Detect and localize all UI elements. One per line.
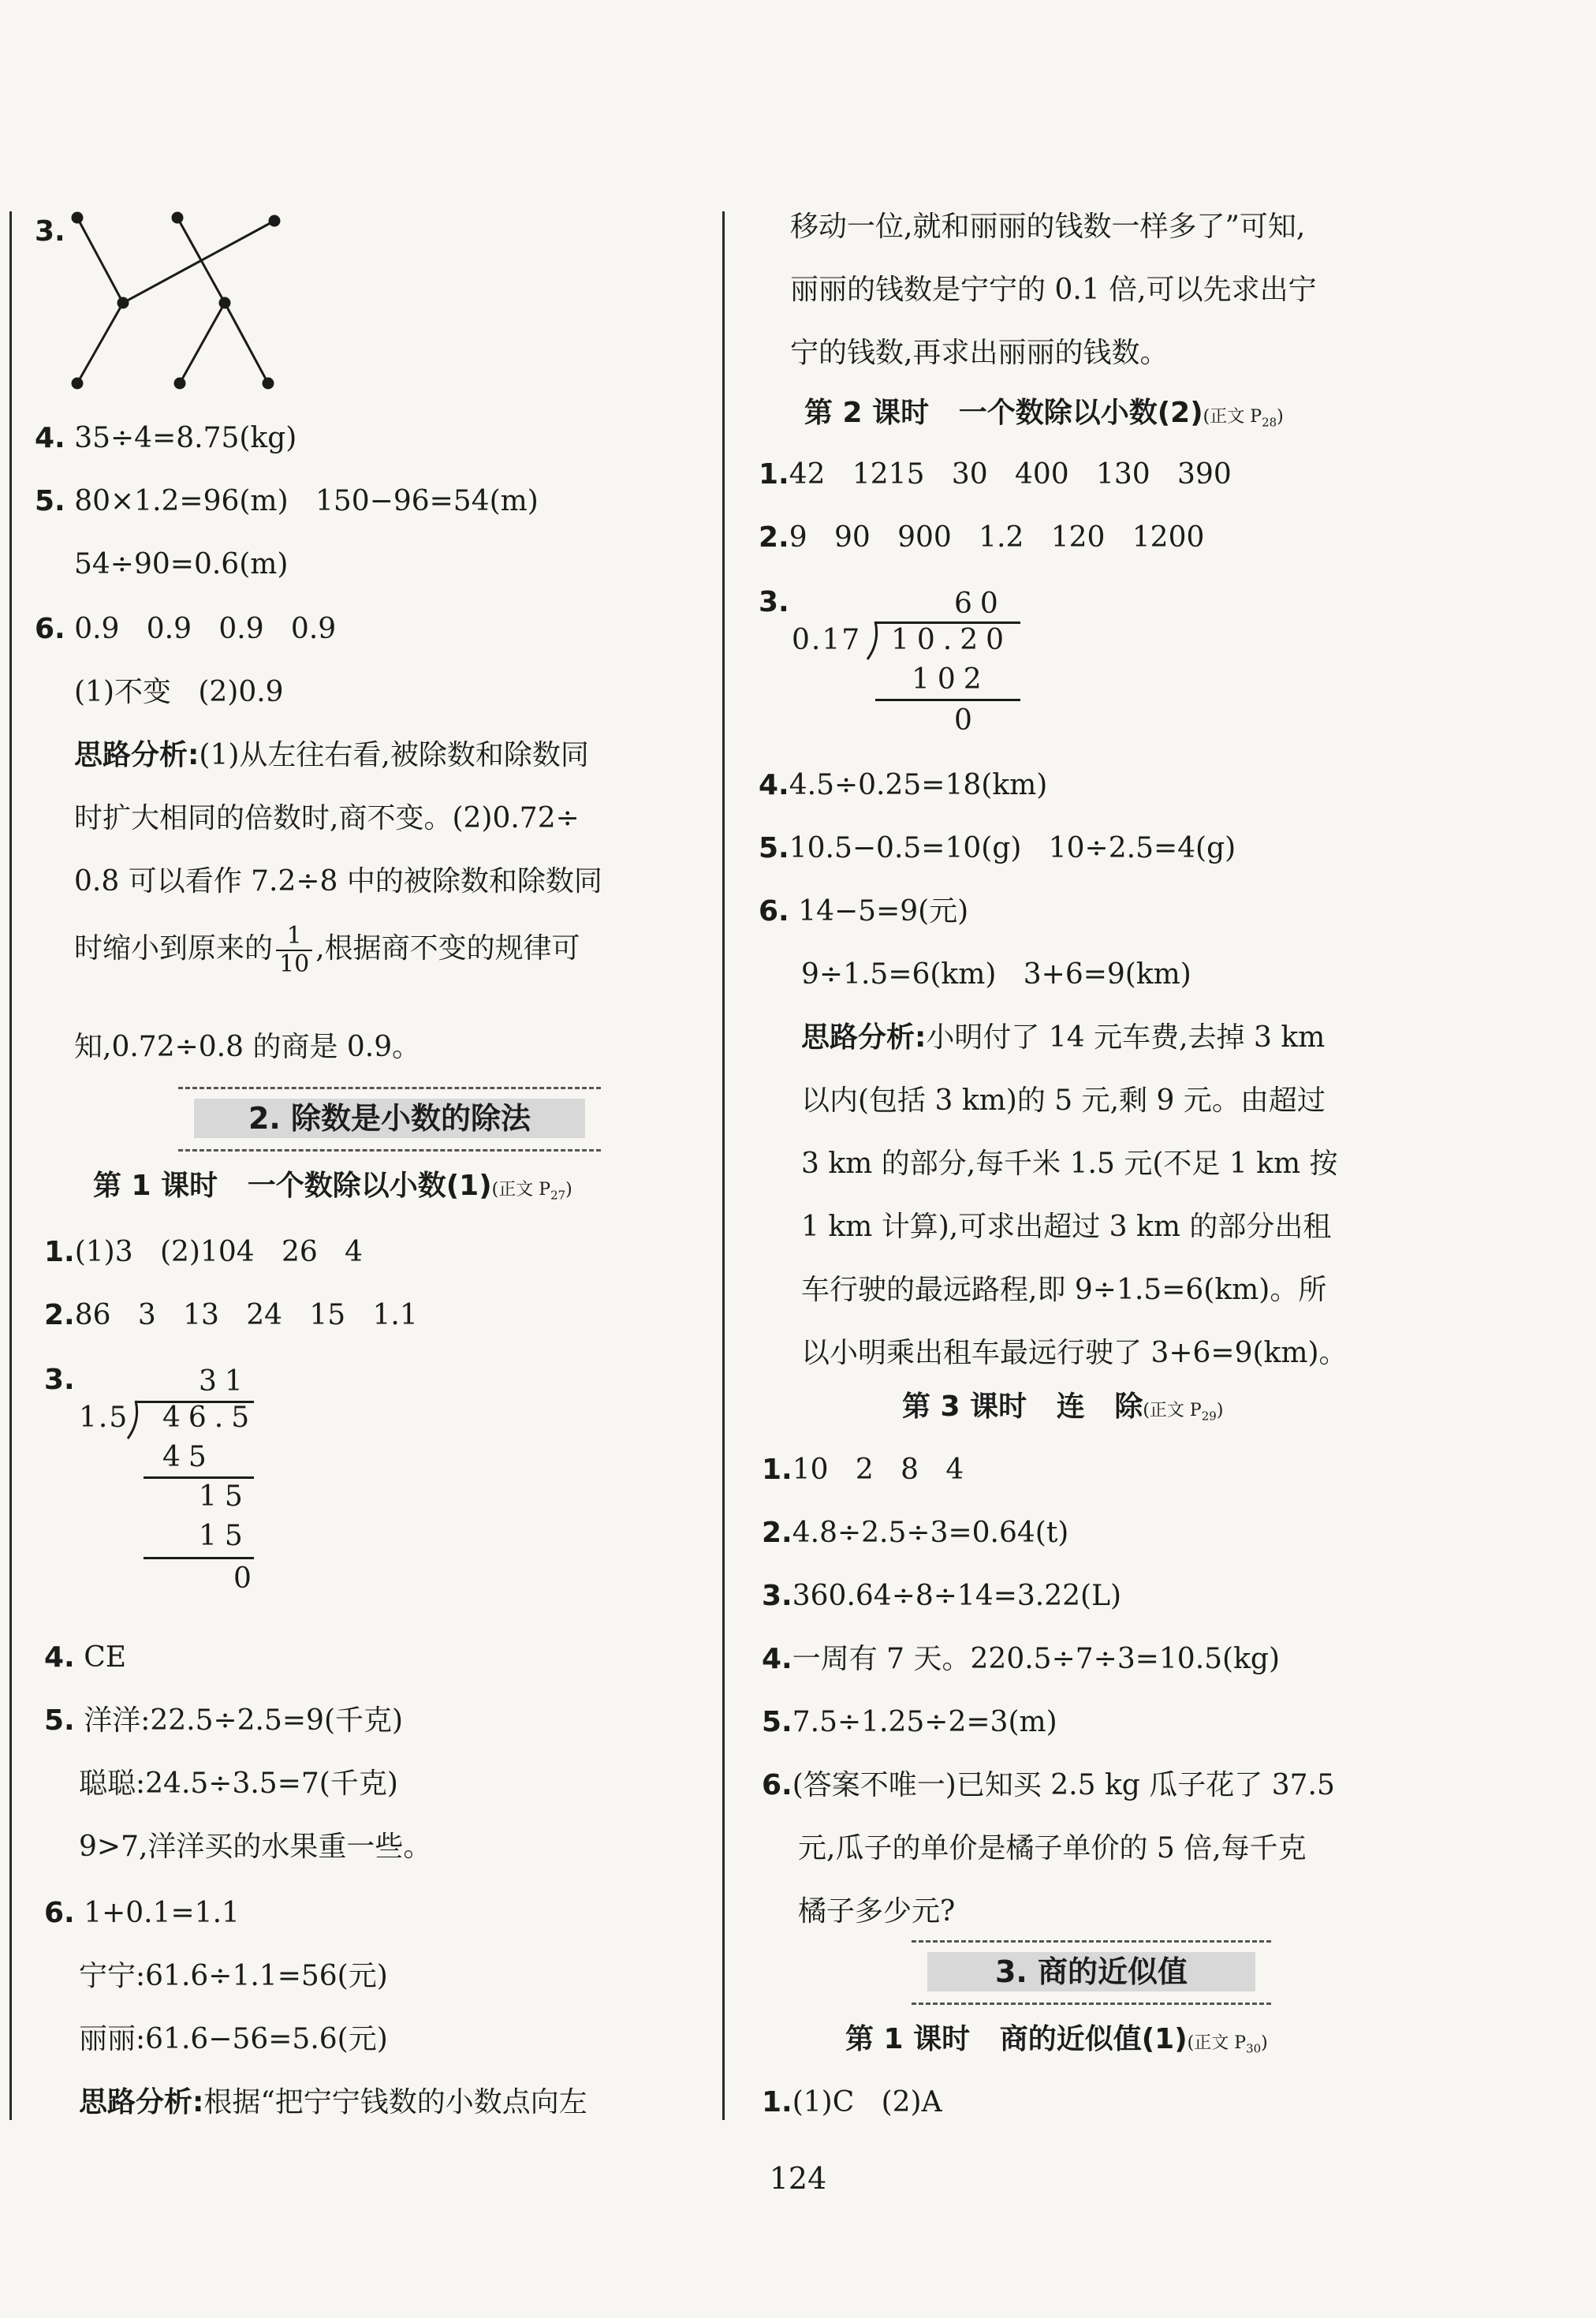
l1-q1: 1.(1)3 (2)104 26 4	[44, 1236, 364, 1268]
analysis-line1: 思路分析:(1)从左往右看,被除数和除数同	[74, 739, 589, 771]
match-dot	[263, 379, 273, 388]
subtrahend: 45	[162, 1441, 214, 1473]
section-heading-2	[178, 1087, 601, 1152]
l1-q2: 2.86 3 13 24 15 1.1	[44, 1299, 418, 1331]
analysis2-line: 思路分析:根据“把宁宁钱数的小数点向左	[79, 2086, 587, 2118]
q3-number: 3.	[35, 215, 65, 248]
long-division-2	[789, 587, 1041, 745]
l2-q3-number: 3.	[759, 586, 789, 618]
division-bracket	[864, 620, 880, 663]
lesson4-heading: 第 1 课时 商的近似值(1)(正文 $P_{30}$)	[845, 2023, 1268, 2056]
match-line	[225, 303, 268, 383]
match-line	[77, 218, 123, 303]
l3-q5: 5.7.5÷1.25÷2=3(m)	[762, 1706, 1057, 1738]
division-bar	[144, 1557, 254, 1559]
dividend: 10.20	[891, 624, 1012, 656]
l1-q5-line2: 聪聪:24.5÷3.5=7(千克)	[79, 1767, 398, 1800]
lesson3-heading: 第 3 课时 连 除(正文 $P_{29}$)	[902, 1390, 1224, 1424]
l2-q5: 5.10.5−0.5=10(g) 10÷2.5=4(g)	[759, 832, 1236, 864]
section-title: 2. 除数是小数的除法	[248, 1101, 531, 1136]
l2-q6-line2: 9÷1.5=6(km) 3+6=9(km)	[801, 958, 1191, 991]
section-heading-3	[912, 1940, 1271, 2005]
analysis-line2: 时扩大相同的倍数时,商不变。(2)0.72÷	[74, 802, 580, 834]
l3-q3: 3.360.64÷8÷14=3.22(L)	[762, 1580, 1122, 1612]
quotient: 60	[954, 588, 1006, 620]
analysis-r-line4: 1 km 计算),可求出超过 3 km 的部分出租	[801, 1211, 1332, 1243]
match-line	[77, 303, 123, 383]
analysis-line3: 0.8 可以看作 7.2÷8 中的被除数和除数同	[74, 865, 602, 898]
analysis-line5: 知,0.72÷0.8 的商是 0.9。	[74, 1031, 421, 1063]
analysis-line4: 时缩小到原来的 $\frac{1}{10}$ ,根据商不变的规律可	[74, 922, 580, 978]
analysis-r-line3: 3 km 的部分,每千米 1.5 元(不足 1 km 按	[801, 1148, 1338, 1180]
left-margin-rule	[9, 211, 12, 2120]
match-dot	[73, 213, 82, 222]
l3-q6-line2: 元,瓜子的单价是橘子单价的 5 倍,每千克	[798, 1832, 1307, 1864]
q6-line1: 6. 0.9 0.9 0.9 0.9	[35, 613, 337, 645]
match-line	[123, 221, 274, 303]
l3-q2: 2.4.8÷2.5÷3=0.64(t)	[762, 1517, 1069, 1549]
division-bracket	[125, 1399, 140, 1442]
l3-q6-line1: 6.(答案不唯一)已知买 2.5 kg 瓜子花了 37.5	[762, 1769, 1335, 1801]
divisor: 0.17	[792, 624, 862, 656]
q6-line2: (1)不变 (2)0.9	[74, 676, 284, 708]
analysis-r-line1: 思路分析:小明付了 14 元车费,去掉 3 km	[801, 1021, 1326, 1054]
lesson2-heading: 第 2 课时 一个数除以小数(2)(正文 $P_{28}$)	[804, 397, 1284, 430]
l2-q1: 1.42 1215 30 400 130 390	[759, 458, 1232, 491]
long-division-1	[76, 1364, 281, 1601]
match-line	[180, 303, 225, 383]
match-dot	[173, 213, 182, 222]
l3-q4: 4.一周有 7 天。220.5÷7÷3=10.5(kg)	[762, 1643, 1280, 1675]
l1-q6-line3: 丽丽:61.6−56=5.6(元)	[79, 2023, 388, 2055]
match-dot	[175, 379, 185, 388]
division-bar	[144, 1476, 254, 1479]
q5-line1: 5. 80×1.2=96(m) 150−96=54(m)	[35, 485, 539, 517]
analysis-r-line2: 以内(包括 3 km)的 5 元,剩 9 元。由超过	[801, 1084, 1326, 1117]
section-title: 3. 商的近似值	[994, 1954, 1188, 1989]
quotient: 31	[199, 1365, 251, 1398]
analysis-r-line5: 车行驶的最远路程,即 9÷1.5=6(km)。所	[801, 1274, 1327, 1306]
match-dot	[118, 298, 128, 308]
l1-q5-line3: 9>7,洋洋买的水果重一些。	[79, 1831, 432, 1863]
l1-q4: 4. CE	[44, 1641, 127, 1674]
q4-line: 4. 35÷4=8.75(kg)	[35, 422, 297, 454]
page-number: 124	[769, 2161, 827, 2196]
match-dot	[73, 379, 82, 388]
remainder: 15	[199, 1480, 251, 1513]
l2-q6-line1: 6. 14−5=9(元)	[759, 895, 969, 928]
match-dot	[270, 216, 279, 226]
l1-q6-line2: 宁宁:61.6÷1.1=56(元)	[79, 1960, 388, 1992]
column-divider	[722, 211, 725, 2120]
divisor: 1.5	[79, 1402, 129, 1434]
q5-line2: 54÷90=0.6(m)	[74, 548, 289, 580]
cont-line3: 宁的钱数,再求出丽丽的钱数。	[790, 337, 1169, 369]
remainder: 0	[954, 704, 980, 737]
division-bar	[875, 699, 1020, 701]
l1-q6-line1: 6. 1+0.1=1.1	[44, 1897, 240, 1929]
dividend: 46.5	[162, 1402, 258, 1434]
cont-line2: 丽丽的钱数是宁宁的 0.1 倍,可以先求出宁	[790, 274, 1317, 306]
match-dot	[220, 298, 229, 308]
lesson1-heading: 第 1 课时 一个数除以小数(1)(正文 $P_{27}$)	[93, 1170, 572, 1203]
l2-q4: 4.4.5÷0.25=18(km)	[759, 769, 1048, 801]
analysis-r-line6: 以小明乘出租车最远行驶了 3+6=9(km)。	[801, 1337, 1348, 1369]
l4-q1: 1.(1)C (2)A	[762, 2086, 942, 2118]
l1-q3-number: 3.	[44, 1364, 75, 1396]
l2-q2: 2.9 90 900 1.2 120 1200	[759, 521, 1205, 554]
matching-diagram	[63, 205, 300, 394]
cont-line1: 移动一位,就和丽丽的钱数一样多了”可知,	[790, 211, 1306, 243]
fraction: $\frac{1}{10}$	[276, 923, 312, 978]
l3-q6-line3: 橘子多少元?	[798, 1895, 956, 1928]
l3-q1: 1.10 2 8 4	[762, 1454, 964, 1486]
subtrahend: 15	[199, 1520, 251, 1552]
remainder: 0	[233, 1562, 259, 1595]
subtrahend: 102	[912, 663, 990, 696]
l1-q5-line1: 5. 洋洋:22.5÷2.5=9(千克)	[44, 1704, 404, 1737]
match-line	[177, 218, 225, 303]
